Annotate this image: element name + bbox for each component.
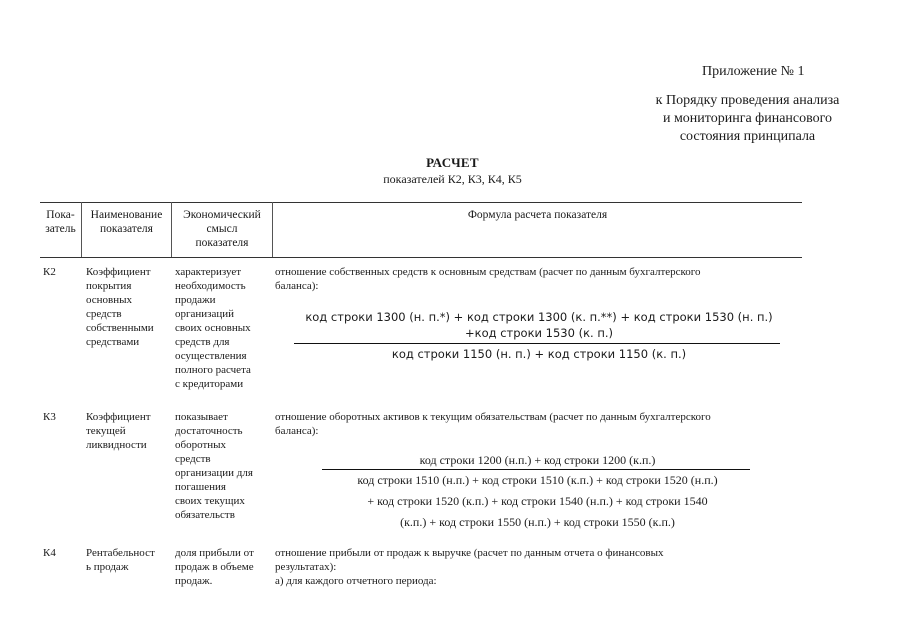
table-top-border (40, 202, 802, 203)
header-formula: Формула расчета показателя (467, 209, 608, 221)
row-name: Коэффициент покрытия основных средств собственными средствами (86, 266, 154, 348)
row-sense: показывает достаточность оборотных средств организации для погашения своих текущих обязательств (175, 411, 253, 521)
appendix-title: Приложение № 1 (702, 64, 805, 79)
formula-numerator: код строки 1300 (н. п.*) + код строки 1300 (к. п.**) + код строки 1530 (н. п.) +код строки 1530 (к. п.) (305, 310, 773, 340)
row-name: Рентабельност ь продаж (86, 547, 155, 573)
formula-denominator: код строки 1510 (н.п.) + код строки 1510 (к.п.) + код строки 1520 (н.п.) + код строки 1520 (к.п.) + код строки 1540 (н.п.) + код строки 1540 (к.п.) + код строки 1550 (н.п.) + код строки 1550 (к.п.) (357, 473, 718, 529)
appendix-description: к Порядку проведения анализа и мониторинга финансового состояния принципала (655, 93, 840, 144)
fraction-bar (294, 343, 780, 344)
row-sense: доля прибыли от продаж в объеме продаж. (175, 547, 254, 587)
row-sense: характеризует необходимость продажи организаций своих основных средств для осуществления полного расчета с кредиторами (175, 266, 251, 390)
header-name: Наименование показателя (90, 209, 163, 235)
document-title: РАСЧЕТ (426, 155, 479, 170)
formula-numerator: код строки 1200 (н.п.) + код строки 1200 (к.п.) (419, 453, 656, 467)
row-name: Коэффициент текущей ликвидности (86, 411, 151, 451)
row-formula-description: отношение прибыли от продаж к выручке (расчет по данным отчета о финансовых результатах): а) для каждого отчетного периода: (275, 547, 664, 587)
header-code: Пока- затель (45, 209, 76, 235)
row-code: К4 (43, 547, 56, 559)
document-subtitle: показателей К2, К3, К4, К5 (383, 172, 522, 186)
row-code: К2 (43, 266, 56, 278)
row-code: К3 (43, 411, 56, 423)
row-formula-description: отношение собственных средств к основным средствам (расчет по данным бухгалтерского баланса): (275, 266, 701, 292)
header-sense: Экономический смысл показателя (183, 209, 261, 249)
formula-denominator: код строки 1150 (н. п.) + код строки 1150 (к. п.) (391, 347, 687, 361)
header-bottom-border (40, 257, 802, 258)
row-formula-description: отношение оборотных активов к текущим обязательствам (расчет по данным бухгалтерского баланса): (275, 411, 711, 437)
